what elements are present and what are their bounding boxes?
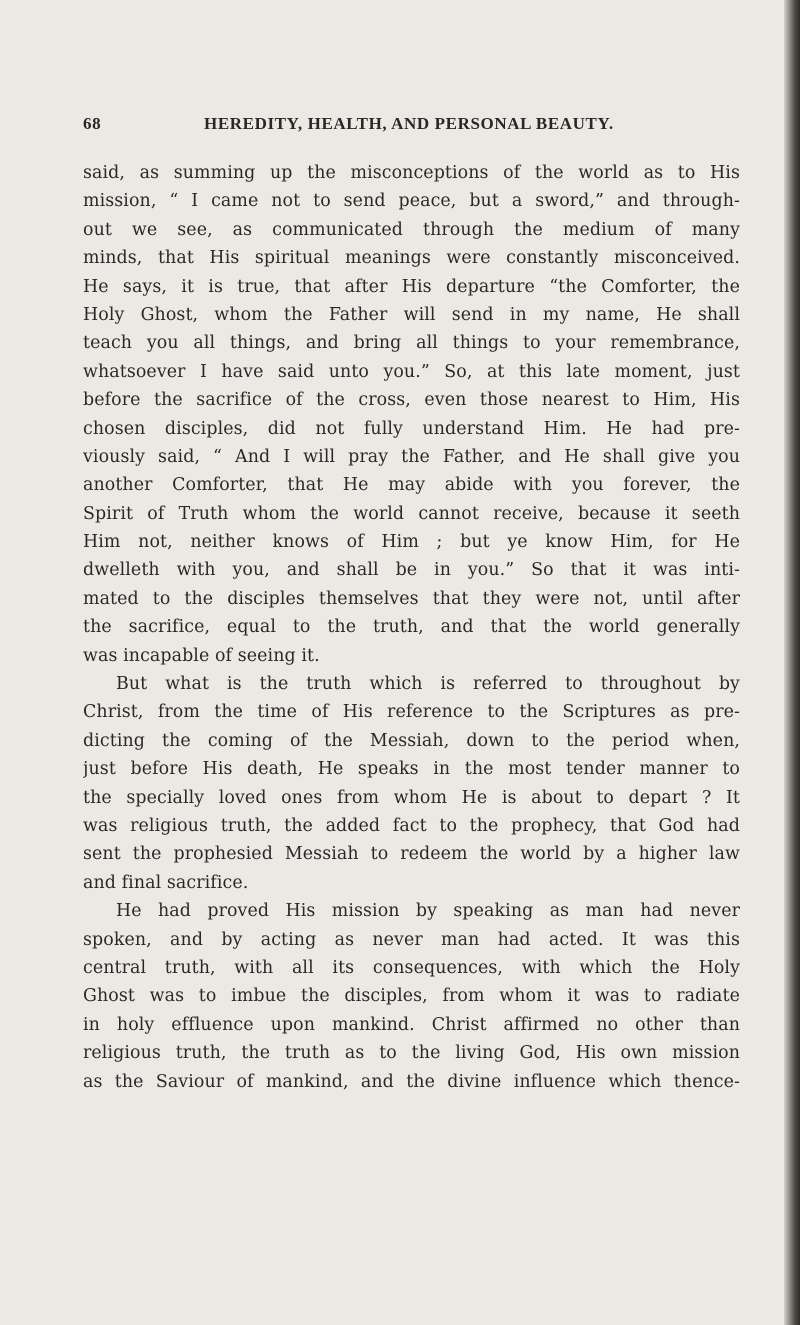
text-line: just before His death, He speaks in the most tender manner to (83, 759, 740, 780)
text-line: viously said, “ And I will pray the Father, and He shall give you (83, 446, 740, 467)
text-line: chosen disciples, did not fully understand Him. He had pre- (83, 418, 740, 439)
text-line: spoken, and by acting as never man had acted. It was this (83, 929, 740, 950)
text-line: whatsoever I have said unto you.” So, at this late moment, just (83, 361, 740, 382)
text-line: said, as summing up the misconceptions of the world as to His (83, 163, 740, 183)
text-line: central truth, with all its consequences, with which the Holy (83, 957, 740, 978)
text-line: Ghost was to imbue the disciples, from whom it was to radiate (83, 986, 740, 1007)
running-head (83, 114, 733, 138)
text-line: another Comforter, that He may abide with you forever, the (83, 475, 740, 496)
page-number: 68 (83, 114, 102, 133)
paragraph-2 (83, 670, 740, 897)
text-line: dwelleth with you, and shall be in you.” So that it was inti- (83, 560, 740, 581)
text-line: mated to the disciples themselves that they were not, until after (83, 588, 740, 609)
page-edge-shadow (784, 0, 800, 1325)
text-line: out we see, as communicated through the medium of many (83, 219, 740, 240)
text-line: the sacrifice, equal to the truth, and that the world generally (83, 617, 740, 638)
text-line: and final sacrifice. (83, 872, 249, 893)
text-line: was religious truth, the added fact to the prophecy, that God had (83, 815, 740, 836)
text-line: in holy effluence upon mankind. Christ affirmed no other than (83, 1014, 740, 1035)
running-title: HEREDITY, HEALTH, AND PERSONAL BEAUTY. (204, 114, 614, 133)
text-line: teach you all things, and bring all things to your remembrance, (83, 333, 740, 354)
text-line: sent the prophesied Messiah to redeem the world by a higher law (83, 844, 740, 865)
body-text (83, 159, 740, 1096)
text-line: Holy Ghost, whom the Father will send in my name, He shall (83, 304, 740, 325)
paragraph-3 (83, 897, 740, 1096)
text-line: religious truth, the truth as to the living God, His own mission (83, 1043, 740, 1064)
text-line: mission, “ I came not to send peace, but a sword,” and through- (83, 191, 740, 212)
text-line: dicting the coming of the Messiah, down to the period when, (83, 730, 740, 751)
text-line: before the sacrifice of the cross, even those nearest to Him, His (83, 390, 740, 411)
paragraph-1 (83, 159, 740, 670)
text-line: the specially loved ones from whom He is about to depart ? It (83, 787, 740, 808)
text-line: minds, that His spiritual meanings were constantly misconceived. (83, 248, 740, 269)
text-line: as the Saviour of mankind, and the divine influence which thence- (83, 1071, 740, 1092)
text-line: He had proved His mission by speaking as man had never (116, 901, 740, 922)
text-line: But what is the truth which is referred to throughout by (116, 674, 740, 695)
text-line: Spirit of Truth whom the world cannot receive, because it seeth (83, 503, 740, 524)
text-line: He says, it is true, that after His departure “the Comforter, the (83, 276, 740, 297)
text-line: was incapable of seeing it. (83, 645, 320, 666)
text-line: Him not, neither knows of Him ; but ye know Him, for He (83, 532, 740, 553)
text-line: Christ, from the time of His reference to the Scriptures as pre- (83, 702, 740, 723)
